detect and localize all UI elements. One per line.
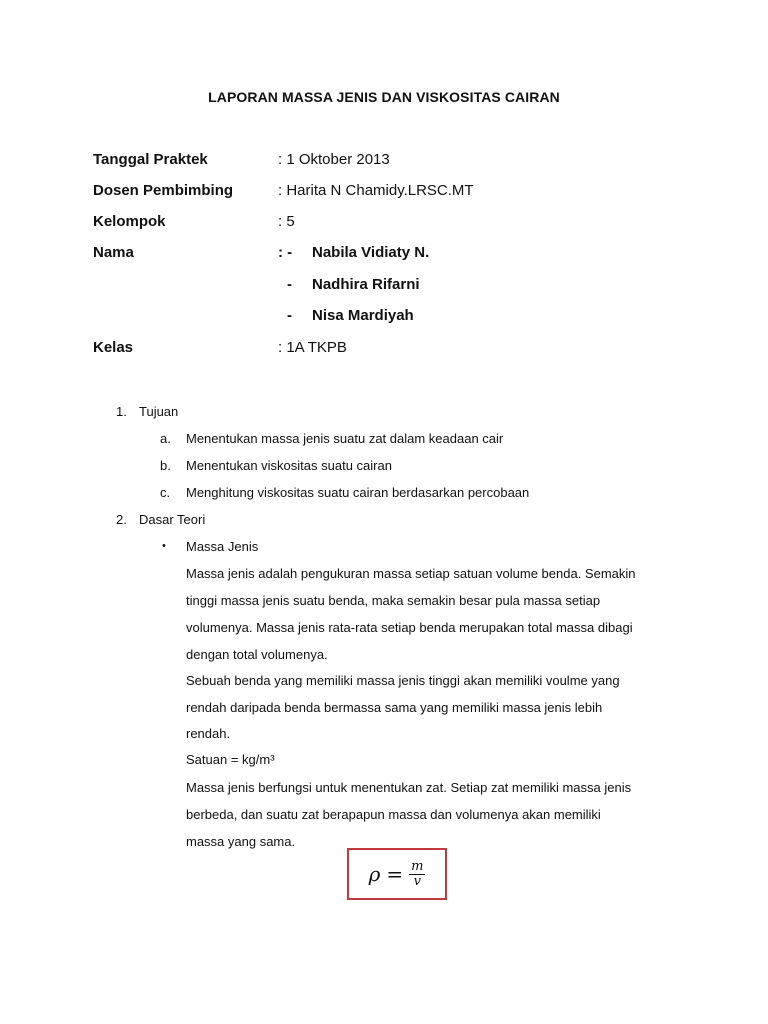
paragraph-line: rendah daripada benda bermassa sama yang memiliki massa jenis lebih (186, 700, 603, 715)
kelompok-label: Kelompok (93, 213, 166, 230)
nama-label: Nama (93, 244, 134, 261)
paragraph-line: dengan total volumenya. (186, 647, 328, 662)
tanggal-value: : 1 Oktober 2013 (278, 151, 390, 168)
paragraph-line: Sebuah benda yang memiliki massa jenis tinggi akan memiliki voulme yang (186, 673, 620, 688)
nama-member-2: Nadhira Rifarni (312, 276, 420, 293)
item-c-text: Menghitung viskositas suatu cairan berdasarkan percobaan (186, 485, 530, 500)
item-a-letter: a. (160, 431, 171, 446)
paragraph-line: Satuan = kg/m³ (186, 752, 275, 767)
formula-numerator: m (411, 858, 424, 874)
bullet-title: Massa Jenis (186, 539, 259, 554)
document-title: LAPORAN MASSA JENIS DAN VISKOSITAS CAIRAN (208, 89, 560, 105)
item-b-letter: b. (160, 458, 171, 473)
item-c-letter: c. (160, 485, 171, 500)
tanggal-label: Tanggal Praktek (93, 151, 208, 168)
kelompok-value: : 5 (278, 213, 295, 230)
list-dash: - (287, 276, 292, 293)
paragraph-line: rendah. (186, 726, 231, 741)
list-dash: - (287, 307, 292, 324)
section-2-number: 2. (116, 512, 127, 527)
item-b-text: Menentukan viskositas suatu cairan (186, 458, 392, 473)
formula-denominator: v (413, 873, 421, 889)
nama-row-3 (287, 307, 414, 324)
nama-prefix: : - (278, 244, 293, 261)
paragraph-line: volumenya. Massa jenis rata-rata setiap benda merupakan total massa dibagi (186, 620, 633, 635)
nama-member-1: Nabila Vidiaty N. (312, 244, 430, 261)
paragraph-line: Massa jenis adalah pengukuran massa setiap satuan volume benda. Semakin (186, 566, 636, 581)
paragraph-line: massa yang sama. (186, 834, 296, 849)
item-a-text: Menentukan massa jenis suatu zat dalam keadaan cair (186, 431, 504, 446)
paragraph-line: Massa jenis berfungsi untuk menentukan zat. Setiap zat memiliki massa jenis (186, 780, 632, 795)
section-1-title: Tujuan (139, 404, 179, 419)
bullet-icon: • (162, 540, 166, 552)
dosen-label: Dosen Pembimbing (93, 182, 234, 199)
formula-fraction (409, 860, 425, 889)
section-2-title: Dasar Teori (139, 512, 206, 527)
section-1-number: 1. (116, 404, 127, 419)
formula-equals: = (386, 862, 404, 886)
nama-row-2 (287, 276, 420, 293)
density-formula-box (347, 848, 447, 900)
dosen-value: : Harita N Chamidy.LRSC.MT (278, 182, 474, 199)
nama-member-3: Nisa Mardiyah (312, 307, 414, 324)
kelas-label: Kelas (93, 339, 134, 356)
paragraph-line: tinggi massa jenis suatu benda, maka semakin besar pula massa setiap (186, 593, 601, 608)
kelas-value: : 1A TKPB (278, 339, 347, 356)
paragraph-line: berbeda, dan suatu zat berapapun massa dan volumenya akan memiliki (186, 807, 601, 822)
formula-rho: ρ (368, 862, 381, 886)
